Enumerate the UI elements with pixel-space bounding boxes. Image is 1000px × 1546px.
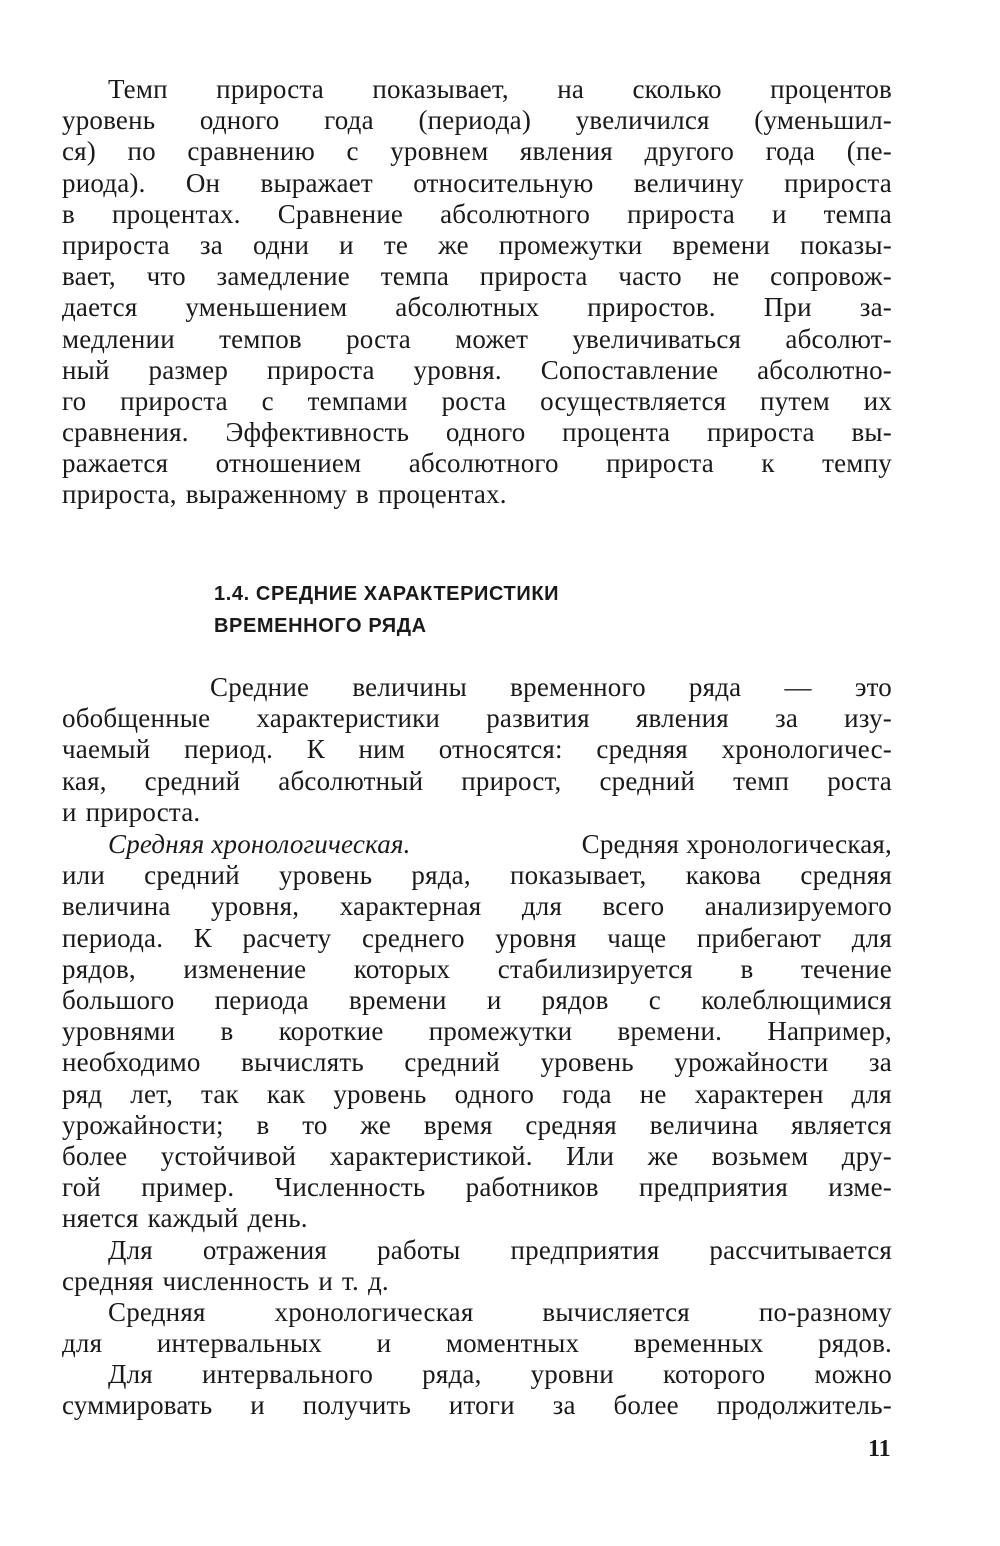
word: абсолютного — [440, 198, 591, 229]
word: с — [261, 385, 274, 416]
word: процентах. — [111, 198, 241, 229]
word: абсолютно- — [757, 354, 892, 385]
word: темпов — [219, 323, 302, 354]
word: для — [62, 1328, 103, 1359]
word: прироста — [120, 385, 228, 416]
word: их — [863, 385, 892, 416]
word: замедление — [216, 261, 350, 292]
word: является — [791, 1109, 892, 1140]
word: сравнению — [187, 136, 315, 167]
word: вы- — [851, 417, 892, 448]
word: лет, — [130, 1078, 174, 1109]
word: и — [771, 198, 787, 229]
word: периода. — [62, 922, 164, 953]
text-line — [62, 324, 892, 355]
word: моментных — [445, 1328, 580, 1359]
word: изу- — [844, 703, 892, 734]
word: те — [383, 229, 409, 260]
text-line — [62, 230, 892, 261]
word: уровень — [333, 1078, 427, 1109]
word: показы- — [800, 229, 892, 260]
paragraph-growth-rate — [62, 74, 892, 511]
word: по-разному — [758, 1297, 892, 1327]
text-line — [62, 1328, 892, 1359]
text-line — [62, 355, 892, 386]
word: временного — [510, 672, 646, 702]
word: величина — [649, 1109, 759, 1140]
word: которого — [663, 1359, 766, 1389]
word: дается — [62, 292, 138, 323]
text-line — [62, 766, 892, 797]
word: что — [146, 261, 186, 292]
word: более — [62, 1140, 128, 1171]
word: уровня. — [413, 354, 502, 385]
text-line — [62, 386, 892, 417]
word: уменьшением — [185, 292, 348, 323]
word: няется — [62, 1203, 139, 1234]
word: расчету — [242, 922, 332, 953]
word: приростов. — [587, 292, 716, 323]
word: ся) — [62, 136, 96, 167]
text-line — [62, 105, 892, 136]
word: за- — [859, 292, 892, 323]
word: сопровож- — [770, 261, 892, 292]
word: так — [201, 1078, 239, 1109]
text-line — [62, 672, 892, 703]
word: риода). — [62, 167, 146, 198]
word: года — [324, 105, 374, 136]
paragraph-averages-intro — [62, 672, 892, 828]
word: не — [712, 261, 740, 292]
word: показывает, — [372, 74, 509, 104]
text-line — [62, 74, 892, 105]
text-line — [62, 1172, 892, 1203]
text-line — [62, 1359, 892, 1390]
word: средний — [144, 860, 240, 891]
word: Эффективность — [225, 417, 410, 448]
word: промежутки — [428, 1016, 573, 1047]
word: величину — [633, 167, 744, 198]
word: Для — [108, 1359, 153, 1389]
word: сколько — [632, 74, 722, 104]
word: итоги — [448, 1390, 515, 1421]
text-line — [62, 1016, 892, 1047]
word: и — [250, 1390, 265, 1421]
text-line — [62, 292, 892, 323]
word: урожайности; — [62, 1109, 224, 1140]
word: размер — [148, 354, 229, 385]
word: стабилизируется — [497, 953, 693, 984]
word: роста — [827, 765, 892, 796]
word: колеблющимися — [701, 984, 892, 1015]
word: течение — [800, 953, 892, 984]
word: осуществляется — [540, 385, 727, 416]
word: или — [62, 860, 105, 891]
paragraph-interval-series — [62, 1359, 892, 1421]
word: и — [62, 796, 77, 827]
word: ряда, — [411, 860, 471, 891]
paragraph-interval-moment — [62, 1297, 892, 1359]
word: медлении — [62, 323, 175, 354]
word: го — [62, 385, 87, 416]
word: интервальных — [156, 1328, 322, 1359]
section-heading-line: ВРЕМЕННОГО РЯДА — [214, 615, 427, 637]
word: в — [740, 953, 754, 984]
word: урожайности — [674, 1047, 829, 1078]
word: чаемый — [62, 734, 151, 765]
word: увеличился — [575, 105, 710, 136]
word: вычисляется — [542, 1297, 690, 1327]
word: средняя — [596, 734, 688, 765]
word: характеристики — [256, 703, 441, 734]
word: отражения — [202, 1235, 328, 1265]
word: прироста — [266, 354, 375, 385]
word: Средние — [210, 672, 310, 702]
word: средний — [404, 1047, 501, 1078]
word: сравнения. — [62, 417, 189, 448]
word: ряда, — [422, 1359, 482, 1389]
word: времени — [672, 229, 771, 260]
word: часто — [618, 261, 682, 292]
word: Сопоставление — [540, 354, 719, 385]
section-heading-line: 1.4. СРЕДНИЕ ХАРАКТЕРИСТИКИ — [214, 583, 560, 605]
word: пример. — [141, 1172, 235, 1203]
word: прироста — [627, 198, 735, 229]
word: работников — [465, 1172, 599, 1203]
word: обобщенные — [62, 703, 211, 734]
word: отношением — [215, 448, 362, 479]
word: же — [360, 1109, 392, 1140]
text-line — [62, 199, 892, 230]
word: численность — [162, 1266, 310, 1297]
word: не — [639, 1078, 667, 1109]
page-number: 11 — [868, 1436, 891, 1462]
word: день. — [247, 1203, 308, 1234]
word: При — [763, 292, 812, 323]
word: это — [854, 672, 892, 702]
word: может — [455, 323, 529, 354]
run-in-heading: Средняя хронологическая. — [108, 829, 411, 859]
word: в — [220, 1016, 234, 1047]
word: одного — [454, 1078, 535, 1109]
word: для — [851, 1078, 892, 1109]
word: увеличиваться — [572, 323, 742, 354]
word: чаще — [607, 922, 667, 953]
word: прирост, — [461, 765, 562, 796]
text-line — [62, 1141, 892, 1172]
word: относятся: — [438, 734, 563, 765]
word: одного — [445, 417, 526, 448]
text-run: Средняя хронологическая, — [581, 829, 892, 859]
word: кая, — [62, 765, 107, 796]
text-line — [62, 829, 892, 860]
word: одного — [199, 105, 280, 136]
word: в — [256, 1109, 270, 1140]
word: для — [521, 891, 563, 922]
word: рядов, — [62, 953, 136, 984]
text-line — [62, 1390, 892, 1421]
word: года — [562, 1078, 612, 1109]
word: какова — [685, 860, 762, 891]
word: возьмем — [711, 1140, 809, 1171]
word: за — [552, 1390, 576, 1421]
word: можно — [814, 1359, 892, 1389]
word: темпа — [380, 261, 450, 292]
word: интервального — [202, 1359, 374, 1389]
word: ним — [358, 734, 406, 765]
word: средняя — [525, 1109, 617, 1140]
word: роста — [441, 385, 507, 416]
word: — — [784, 672, 812, 702]
word: уровня — [495, 922, 577, 953]
word: каждый — [147, 1203, 239, 1234]
word: средний — [599, 765, 696, 796]
word: вает, — [62, 261, 116, 292]
word: абсолют- — [785, 323, 892, 354]
text-line — [62, 261, 892, 292]
word: рядов. — [818, 1328, 892, 1359]
word: ряд — [62, 1078, 103, 1109]
word: выраженному — [185, 479, 348, 510]
word: прироста, — [62, 479, 177, 510]
word: работы — [377, 1235, 461, 1265]
word: Например, — [767, 1016, 892, 1047]
word: средняя — [800, 860, 892, 891]
text-line — [62, 417, 892, 448]
word: темп — [733, 765, 790, 796]
text-line — [62, 954, 892, 985]
word: хронологичес- — [721, 734, 892, 765]
word: время — [423, 1109, 493, 1140]
paragraph-chronological-mean — [62, 829, 892, 1234]
word: и — [339, 229, 354, 260]
word: средний — [144, 765, 241, 796]
word: процента — [562, 417, 671, 448]
word: в — [62, 198, 75, 229]
word: (пе- — [846, 136, 892, 167]
word: прироста — [706, 417, 815, 448]
word: Численность — [274, 1172, 426, 1203]
word: темпами — [307, 385, 408, 416]
word: одни — [252, 229, 310, 260]
word: К — [193, 922, 212, 953]
word: гой — [62, 1172, 101, 1203]
word: выражает — [260, 167, 373, 198]
text-line — [62, 136, 892, 167]
word: рядов — [541, 984, 609, 1015]
word: т. — [342, 1266, 359, 1297]
word: прироста — [784, 167, 892, 198]
word: и — [318, 1266, 334, 1297]
word: ряда — [688, 672, 742, 702]
text-line — [62, 1266, 892, 1297]
word: темпу — [822, 448, 892, 479]
word: величина — [62, 891, 171, 922]
word: прироста. — [85, 796, 201, 827]
text-line — [62, 985, 892, 1016]
text-line — [62, 479, 892, 510]
word: продолжитель- — [716, 1390, 892, 1421]
word: Средняя — [108, 1297, 206, 1327]
word: ный — [62, 354, 110, 385]
word: то — [302, 1109, 328, 1140]
word: анализируемого — [704, 891, 892, 922]
word: (уменьшил- — [754, 105, 892, 136]
text-line — [62, 734, 892, 765]
word: рассчитывается — [709, 1235, 892, 1265]
word: среднего — [361, 922, 465, 953]
word: уровнями — [62, 1016, 176, 1047]
word: уровнем — [390, 136, 489, 167]
word: хронологическая — [274, 1297, 474, 1327]
word: и — [376, 1328, 392, 1359]
word: за — [199, 229, 223, 260]
text-line — [62, 703, 892, 734]
word: Он — [185, 167, 221, 198]
word: прироста — [606, 448, 714, 479]
word: характерная — [339, 891, 482, 922]
word: как — [266, 1078, 306, 1109]
word: получить — [302, 1390, 412, 1421]
text-line — [62, 797, 892, 828]
word: изме- — [828, 1172, 892, 1203]
word: развития — [486, 703, 590, 734]
word: предприятия — [510, 1235, 660, 1265]
word: характерен — [694, 1078, 824, 1109]
word: предприятия — [638, 1172, 788, 1203]
word: дру- — [841, 1140, 892, 1171]
word: периода — [214, 984, 309, 1015]
word: (периода) — [418, 105, 532, 136]
word: уровня, — [210, 891, 300, 922]
word: относительную — [413, 167, 594, 198]
word: процентах. — [378, 479, 507, 510]
word: устойчивой — [160, 1140, 297, 1171]
section-heading — [214, 578, 559, 642]
text-line — [62, 860, 892, 891]
text-line — [62, 1203, 892, 1234]
word: суммировать — [62, 1390, 213, 1421]
word: показывает, — [509, 860, 647, 891]
word: временных — [633, 1328, 764, 1359]
word: путем — [760, 385, 830, 416]
text-line — [62, 1297, 892, 1328]
word: Сравнение — [277, 198, 404, 229]
word: период. — [184, 734, 274, 765]
word: к — [761, 448, 775, 479]
word: года — [765, 136, 816, 167]
word: другого — [644, 136, 735, 167]
word: абсолютных — [395, 292, 540, 323]
word: вычислять — [241, 1047, 364, 1078]
word: величины — [352, 672, 468, 702]
word: на — [557, 74, 585, 104]
word: в — [356, 479, 369, 510]
word: необходимо — [62, 1047, 201, 1078]
word: уровень — [278, 860, 373, 891]
word: характеристикой. — [329, 1140, 533, 1171]
word: с — [648, 984, 661, 1015]
word: абсолютного — [408, 448, 559, 479]
word: и — [486, 984, 502, 1015]
word: прироста — [479, 261, 588, 292]
word: уровень — [62, 105, 156, 136]
word: большого — [62, 984, 175, 1015]
text-line — [62, 168, 892, 199]
word: Для — [108, 1235, 153, 1265]
word: Или — [566, 1140, 615, 1171]
word: по — [127, 136, 156, 167]
word: изменение — [183, 953, 307, 984]
text-line — [62, 923, 892, 954]
word: же — [647, 1140, 679, 1171]
paragraph-average-headcount — [62, 1235, 892, 1297]
text-line — [62, 1079, 892, 1110]
word: прибегают — [696, 922, 822, 953]
text-line — [62, 1235, 892, 1266]
word: д. — [367, 1266, 389, 1297]
text-line — [62, 891, 892, 922]
word: более — [613, 1390, 679, 1421]
word: короткие — [278, 1016, 384, 1047]
text-line — [62, 1047, 892, 1078]
word: за — [868, 1047, 892, 1078]
word: процентов — [770, 74, 892, 104]
word: уровень — [540, 1047, 634, 1078]
word: ражается — [62, 448, 169, 479]
word: темпа — [823, 198, 892, 229]
word: промежутки — [498, 229, 643, 260]
word: явления — [635, 703, 729, 734]
word: времени — [349, 984, 447, 1015]
text-line — [62, 1110, 892, 1141]
word: абсолютный — [278, 765, 424, 796]
word: за — [775, 703, 799, 734]
word: средняя — [62, 1266, 154, 1297]
word: которых — [353, 953, 451, 984]
word: же — [438, 229, 469, 260]
word: прироста — [216, 74, 324, 104]
word: К — [306, 734, 325, 765]
word: Темп — [108, 74, 168, 104]
word: для — [851, 922, 892, 953]
word: времени. — [617, 1016, 723, 1047]
word: роста — [346, 323, 411, 354]
word: уровни — [530, 1359, 614, 1389]
word: всего — [602, 891, 665, 922]
word: явления — [519, 136, 613, 167]
text-line — [62, 448, 892, 479]
word: с — [346, 136, 359, 167]
word: прироста — [62, 229, 170, 260]
